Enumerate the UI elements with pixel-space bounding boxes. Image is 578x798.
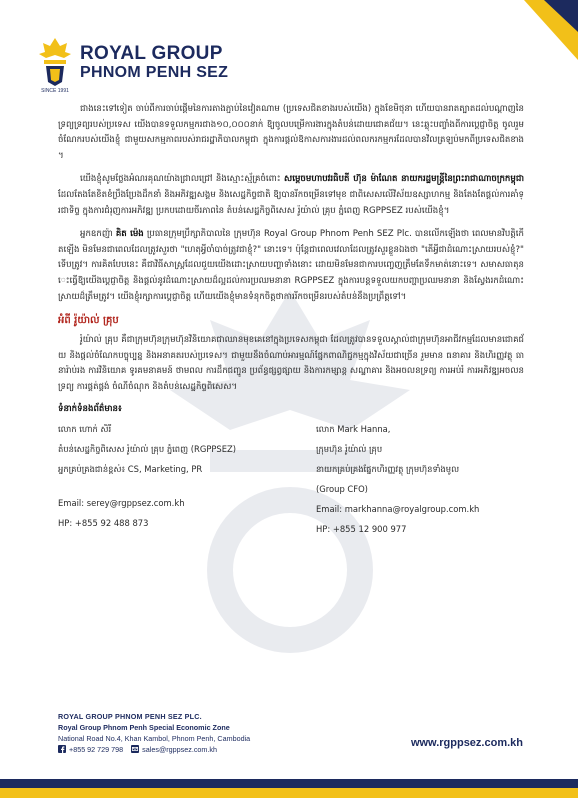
contacts-block [58, 422, 524, 562]
contact-info-title: ទំនាក់ទំនងព័ត៌មាន៖ [58, 403, 122, 414]
contact-right-org: ក្រុមហ៊ុន រ៉ូយ៉ាល់ គ្រុប [316, 443, 383, 454]
section-title-about: អំពី រ៉ូយ៉ាល់ គ្រុប [58, 315, 119, 327]
contact-right-name: លោក Mark Hanna, [316, 423, 391, 434]
contact-left [58, 422, 278, 536]
contact-left-email[interactable]: Email: serey@rgppsez.com.kh [58, 497, 185, 508]
footer-company-info [58, 712, 378, 755]
brand-subtitle: PHNOM PENH SEZ [80, 64, 229, 81]
footer-address: National Road No.4, Khan Kambol, Phnom Penh, Cambodia [58, 734, 251, 743]
paragraph-3-text: ប្រធានក្រុមប្រឹក្សាភិបាលនៃ ក្រុមហ៊ុន Royal Group Phnom Penh SEZ Plc. បានលើកឡើងថា ពេលមានវិបត្តិកើតឡើង មិនមែនជាពេលដែលត្រូវសួរថា "ហេតុអ្វីចាំបាច់ត្រូវជាខ្ញុំ?" នោះទេ។ ប៉ុន្តែជាពេលវេលាដែលត្រូវសួរខ្លួនឯងថា "តើអ្វីជាដំណោះស្រាយរបស់ខ្ញុំ?" ទើបត្រូវ។ ការគិតបែបនេះ គឺជាវិធីសាស្ត្រដែលជួយយើងដោះស្រាយបញ្ហាទាំងនោះ ដោយមិនមែនជាការបញ្ចេញត្រឹមតែទឹកមាត់នោះទេ។ សមាសធាតុនេះធ្វើឱ្យយើងប្តេជ្ញាចិត្ត និងផ្តល់នូវដំណោះស្រាយដ៏ល្អដល់ការប្រឈមនានា RGPPSEZ ក្នុងការបន្តទទួលយកបញ្ហាប្រឈមនានា និងស្វែងរកដំណោះស្រាយដ៏ត្រឹមត្រូវ។ យើងខ្ញុំរក្សាការប្តេជ្ញាចិត្ត ហើយយើងខ្ញុំមានទំនុកចិត្តថាការរីកចម្រើនរបស់តំបន់នឹងប្រព្រឹត្តទៅ។ [58, 229, 524, 302]
contact-left-role: អ្នកគ្រប់គ្រងជាន់ខ្ពស់៖ CS, Marketing, PR [58, 463, 203, 474]
paragraph-about: រ៉ូយ៉ាល់ គ្រុប គឺជាក្រុមហ៊ុនក្រុមហ៊ុនវិនិយោគជាឈានមុខគេនៅក្នុងប្រទេសកម្ពុជា ដែលត្រូវបានទទួលស្គាល់ជាក្រុមហ៊ុនអាជីវកម្មដែលមានជោគជ័យ និងផ្តល់ចំណែកបច្ចុប្បន្ន និងអនាគតរបស់ប្រទេស។ ជាមួយនឹងចំណាប់អារម្មណ៍ផ្នែកពាណិជ្ជកម្មក្នុងវិស័យជាច្រើន រួមមាន ធនាគារ និងហិរញ្ញវត្ថុ ធានារ៉ាប់រង ការវិនិយោគ ទូរគមនាគមន៍ ថាមពល ការដឹកជញ្ជូន ប្រព័ន្ធផ្សព្វផ្សាយ និងការកម្សាន្ត សណ្ឋាគារ និងអចលនទ្រព្យ ការអប់រំ ការអភិវឌ្ឍអចលនទ្រព្យ ការផ្គត់ផ្គង់ ចំណីចំណុក និងតំបន់សេដ្ឋកិច្ចពិសេស។ [58, 335, 524, 392]
footer-zone-name: Royal Group Phnom Penh Special Economic Zone [58, 723, 230, 732]
paragraph-3 [58, 227, 524, 305]
footer-phone: +855 92 729 798 [69, 745, 124, 754]
footer-company-name: ROYAL GROUP PHNOM PENH SEZ PLC. [58, 712, 202, 721]
footer-email[interactable]: sales@rgppsez.com.kh [142, 745, 217, 754]
paragraph-2-tail: ដែលតែងតែខិតខំប្រឹងប្រែងដឹកនាំ និងអភិវឌ្ឍសង្គម និងសេដ្ឋកិច្ចជាតិ ឱ្យបានរីកចម្រើនទៅមុខ ជាពិសេសលើវិស័យឧស្សាហកម្ម និងតែងតែផ្តល់ការគាំទ្រជាទិច្ច ក្នុងការជំរុញការអភិវឌ្ឍ ប្រកបដោយចីរភាពនៃ តំបន់សេដ្ឋកិច្ចពិសេស រ៉ូយ៉ាល់ គ្រុប ភ្នំពេញ RGPPSEZ របស់យើងខ្ញុំ។ [58, 189, 524, 216]
brand-logo [36, 36, 356, 94]
corner-decoration [514, 0, 578, 70]
paragraph-2-lead: យើងខ្ញុំសូមថ្លែងអំណរគុណយ៉ាងជ្រាលជ្រៅ និងស្មោះស្ម័គ្រចំពោះ [80, 174, 281, 185]
footer-contacts [58, 744, 378, 755]
chairman-name: គិត ម៉េង [115, 229, 144, 240]
brand-name: ROYAL GROUP [80, 43, 223, 64]
contact-right-email[interactable]: Email: markhanna@royalgroup.com.kh [316, 503, 480, 514]
prime-minister-name: សម្តេចមហាបវរធិបតី ហ៊ុន ម៉ាណែត នាយករដ្ឋមន្ត្រីនៃព្រះរាជាណាចក្រកម្ពុជា [284, 174, 524, 185]
contact-right-role-2: (Group CFO) [316, 483, 368, 494]
footer-website-link[interactable]: www.rgppsez.com.kh [410, 737, 523, 749]
contact-left-phone: HP: +855 92 488 873 [58, 517, 149, 528]
contact-right-phone: HP: +855 12 900 977 [316, 523, 407, 534]
since-label: SINCE 1991 [41, 88, 69, 94]
paragraph-3-lead: អ្នកឧកញ៉ា [80, 229, 113, 240]
paragraph-2 [58, 172, 524, 219]
mail-icon [131, 745, 139, 753]
contact-right [316, 422, 536, 542]
royal-crest-icon [38, 36, 72, 94]
contact-right-role: នាយកគ្រប់គ្រងផ្នែកហិរញ្ញវត្ថុ ក្រុមហ៊ុនទាំងមូល [316, 463, 460, 474]
footer-stripe [0, 773, 578, 798]
facebook-icon [58, 745, 66, 753]
contact-left-name: លោក ហោក់ សិរី [58, 423, 112, 434]
main-content [58, 102, 524, 562]
paragraph-1: ជាងនេះទៅទៀត ចាប់ពីការចាប់ផ្តើមនៃការតាងភ្ជាប់នៃវៀតណាម (ប្រទេសជិតខាងរបស់យើង) ក្នុងខែមិថុនា ហើយបានរាតត្បាតដល់បណ្តាញនៃទ្រព្យទ្រព្យរបស់ប្រទេស យើងបានទទួលកម្មករជាង១០,០០០នាក់ ឱ្យចូលបម្រើការងារក្នុងតំបន់ដោយជោគជ័យ។ នេះឆ្លុះបញ្ចាំងពីការប្តេជ្ញាចិត្ត ចូលរួមចំណែករបស់យើងខ្ញុំ ជាមួយសកម្មភាពរបស់រាជរដ្ឋាភិបាលកម្ពុជា ក្នុងការផ្តល់ឱកាសការងារដល់ពលករកម្មករដែលបានវិលត្រឡប់មកពីប្រទេសជិតខាង។ [58, 104, 524, 161]
contact-left-org: តំបន់សេដ្ឋកិច្ចពិសេស រ៉ូយ៉ាល់ គ្រុប ភ្នំពេញ (RGPPSEZ) [58, 443, 237, 454]
